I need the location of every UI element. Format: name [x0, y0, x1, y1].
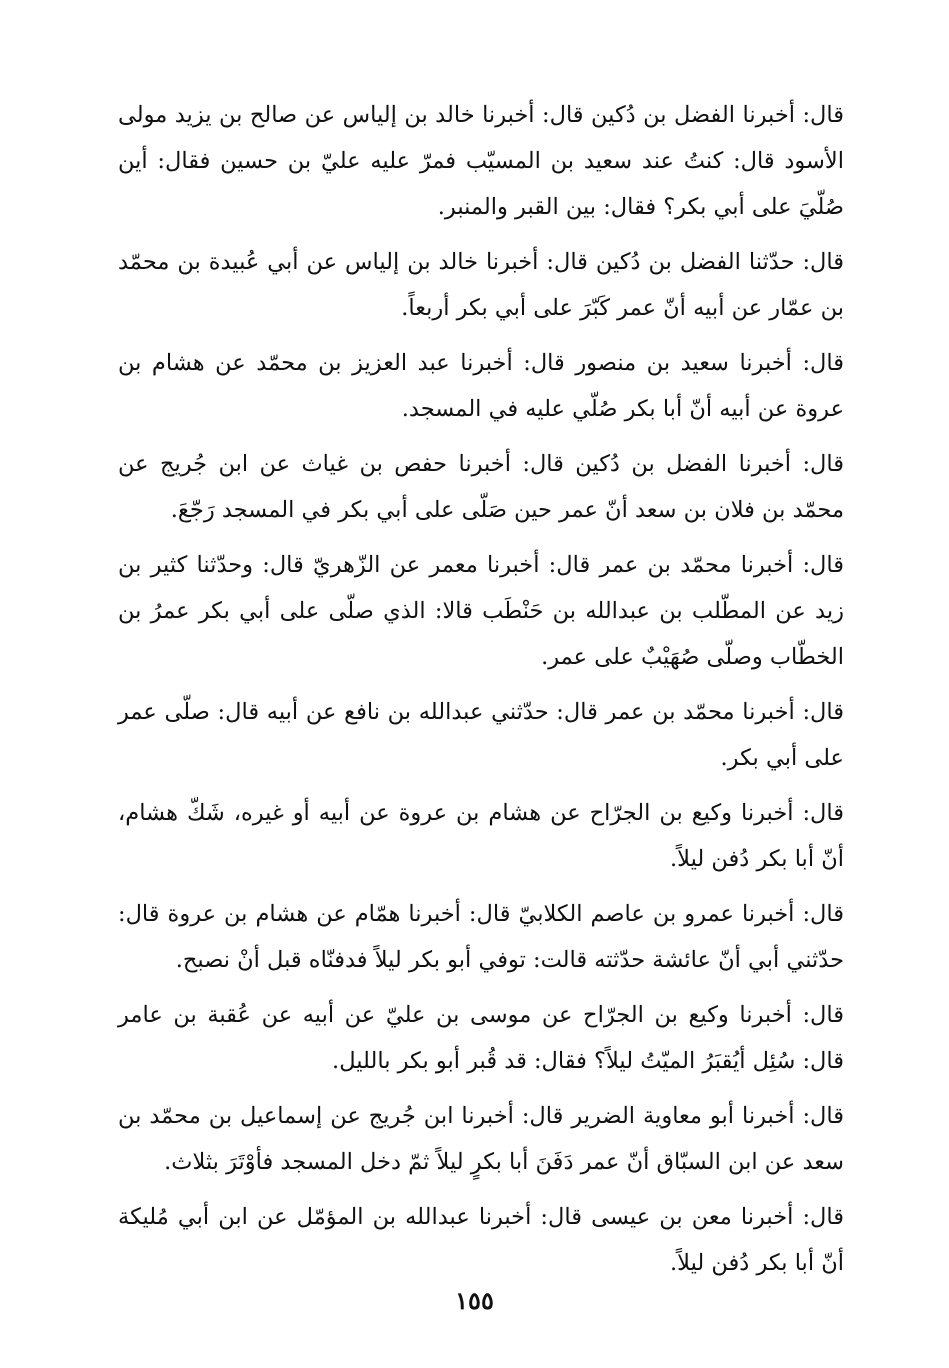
paragraph: قال: أخبرنا سعيد بن منصور قال: أخبرنا عبد العزيز بن محمّد عن هشام بن عروة عن أبيه أنّ أبا بكر صُلّي عليه في المسجد.: [118, 350, 844, 422]
paragraph: قال: أخبرنا الفضل بن دُكين قال: أخبرنا حفص بن غياث عن ابن جُريج عن محمّد بن فلان بن سعد أنّ عمر حين صَلّى على أبي بكر في المسجد رَجّعَ.: [118, 451, 844, 523]
body-text: [118, 92, 844, 1295]
paragraph: قال: أخبرنا معن بن عيسى قال: أخبرنا عبدالله بن المؤمّل عن ابن أبي مُليكة أنّ أبا بكر دُفن ليلاً.: [118, 1204, 844, 1276]
page-number: ١٥٥: [455, 1286, 494, 1315]
paragraph: قال: أخبرنا عمرو بن عاصم الكلابيّ قال: أخبرنا همّام عن هشام بن عروة قال: حدّثني أبي أنّ عائشة حدّثته قالت: توفي أبو بكر ليلاً فدفنّاه قبل أنْ نصبح.: [118, 901, 844, 973]
paragraph: قال: أخبرنا محمّد بن عمر قال: حدّثني عبدالله بن نافع عن أبيه قال: صلّى عمر على أبي بكر.: [118, 699, 844, 771]
paragraph: قال: أخبرنا أبو معاوية الضرير قال: أخبرنا ابن جُريج عن إسماعيل بن محمّد بن سعد عن ابن السبّاق أنّ عمر دَفَنَ أبا بكرٍ ليلاً ثمّ دخل المسجد فأوْتَرَ بثلاث.: [118, 1103, 844, 1175]
paragraph: قال: حدّثنا الفضل بن دُكين قال: أخبرنا خالد بن إلياس عن أبي عُبيدة بن محمّد بن عمّار عن أبيه أنّ عمر كَبّرَ على أبي بكر أربعاً.: [118, 249, 844, 321]
paragraph: قال: أخبرنا وكيع بن الجرّاح عن هشام بن عروة عن أبيه أو غيره، شَكّ هشام، أنّ أبا بكر دُفن ليلاً.: [118, 800, 844, 872]
paragraph: قال: أخبرنا الفضل بن دُكين قال: أخبرنا خالد بن إلياس عن صالح بن يزيد مولى الأسود قال: كنتُ عند سعيد بن المسيّب فمرّ عليه عليّ بن حسين فقال: أين صُلّيَ على أبي بكر؟ فقال: بين القبر والمنبر.: [118, 102, 844, 220]
paragraph: قال: أخبرنا محمّد بن عمر قال: أخبرنا معمر عن الزّهريّ قال: وحدّثنا كثير بن زيد عن المطّلب بن عبدالله بن حَنْطَب قالا: الذي صلّى على أبي بكر عمرُ بن الخطّاب وصلّى صُهَيْبٌ على عمر.: [118, 552, 844, 670]
paragraph: قال: أخبرنا وكيع بن الجرّاح عن موسى بن عليّ عن أبيه عن عُقبة بن عامر قال: سُئِل أيُقبَرُ الميّتُ ليلاً؟ فقال: قد قُبر أبو بكر بالليل.: [118, 1002, 844, 1074]
